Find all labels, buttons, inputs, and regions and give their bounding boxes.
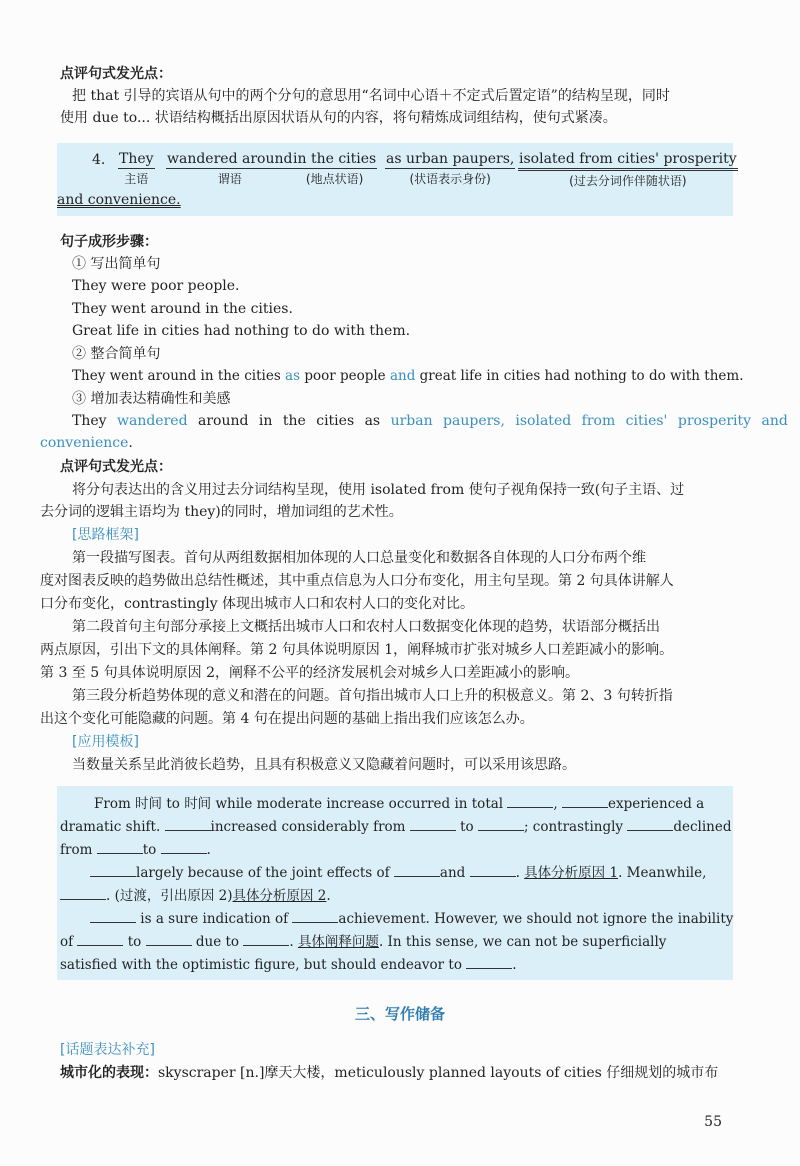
- step3-sentence-cont: [40, 433, 133, 453]
- segment-tag: (地点状语): [305, 172, 364, 186]
- fill-blank[interactable]: [243, 933, 289, 946]
- review-text-2b: 去分词的逻辑主语均为 they)的同时，增加词组的艺术性。: [40, 504, 403, 520]
- segment-word: in the cities: [293, 151, 377, 167]
- template-line-3: [60, 840, 211, 860]
- review-text-1a: 把 that 引导的宾语从句中的两个分句的意思用“名词中心语＋不定式后置定语”的结构呈现，同时: [72, 88, 670, 104]
- text-run: 时间: [184, 796, 212, 812]
- step1-line: They went around in the cities.: [72, 301, 293, 317]
- segment-tag: (过去分词作伴随状语): [569, 174, 687, 188]
- framework-line: 两点原因，引出下文的具体阐释。第 2 句具体说明原因 1，阐释城市扩张对城乡人口差距减小的影响。: [40, 642, 674, 658]
- fill-blank[interactable]: [161, 841, 207, 854]
- fill-blank[interactable]: [562, 795, 608, 808]
- segment-tag: 谓语: [217, 172, 242, 186]
- text-run: 具体阐释问题: [297, 934, 379, 950]
- text-run: achievement. However, we should not ignore the inability: [338, 911, 734, 927]
- example-tail: and convenience.: [57, 192, 181, 208]
- template-intro: 当数量关系呈此消彼长趋势，且具有积极意义又隐藏着问题时，可以采用该思路。: [72, 757, 576, 773]
- text-run: increased considerably from: [210, 819, 406, 835]
- template-label: [应用模板]: [72, 734, 139, 750]
- framework-line: 度对图表反映的趋势做出总结性概述，其中重点信息为人口分布变化，用主句呈现。第 2 句具体讲解人: [40, 573, 674, 589]
- text-run: . In this sense, we can not be superficially: [378, 934, 667, 950]
- framework-label: [思路框架]: [72, 527, 139, 543]
- framework-line: 第 3 至 5 句具体说明原因 2，阐释不公平的经济发展机会对城乡人口差距减小的影响。: [40, 665, 579, 681]
- fill-blank[interactable]: [394, 864, 440, 877]
- text-run: experienced a: [608, 796, 705, 812]
- text-run: of: [60, 934, 74, 950]
- text-run: poor people: [300, 368, 390, 384]
- highlight-run: wandered: [117, 413, 188, 429]
- fill-blank[interactable]: [90, 910, 136, 923]
- text-run: to: [142, 842, 157, 858]
- review-text-2a: 将分句表达出的含义用过去分词结构呈现，使用 isolated from 使句子视角保持一致(句子主语、过: [72, 482, 685, 498]
- fill-blank[interactable]: [627, 818, 673, 831]
- segment-word: wandered around: [167, 151, 293, 167]
- text-run: 具体分析原因 1: [524, 865, 619, 881]
- section-title: 三、写作储备: [354, 1005, 445, 1023]
- segment-word: They: [119, 151, 154, 167]
- fill-blank[interactable]: [165, 818, 211, 831]
- framework-line: 第二段首句主句部分承接上文概括出城市人口和农村人口数据变化体现的趋势，状语部分概括出: [72, 619, 660, 635]
- template-line-6: [90, 909, 733, 929]
- framework-line: 口分布变化，contrastingly 体现出城市人口和农村人口的变化对比。: [40, 596, 475, 612]
- segment-tag: (状语表示身份): [409, 172, 491, 186]
- text-run: due to: [195, 934, 240, 950]
- framework-line: 出这个变化可能隐藏的问题。第 4 句在提出问题的基础上指出我们应该怎么办。: [40, 711, 534, 727]
- segment-tag: 主语: [124, 172, 149, 186]
- fill-blank[interactable]: [60, 887, 106, 900]
- review-heading-1: 点评句式发光点：: [60, 66, 172, 82]
- step2-sentence: [72, 366, 744, 386]
- text-run: .: [289, 934, 298, 950]
- fill-blank[interactable]: [77, 933, 123, 946]
- review-text-1b: 使用 due to... 状语结构概括出原因状语从句的内容，将句精炼成词组结构，使句式紧凑。: [60, 110, 617, 126]
- segment-identity-adverbial: [385, 150, 515, 188]
- fill-blank[interactable]: [507, 795, 553, 808]
- text-run: satisfied with the optimistic figure, but should endeavor to: [60, 957, 462, 973]
- review-heading-2: 点评句式发光点：: [60, 459, 172, 475]
- step2-title: ② 整合简单句: [72, 346, 161, 362]
- text-run: From: [94, 796, 136, 812]
- fill-blank[interactable]: [97, 841, 143, 854]
- highlight-run: urban paupers, isolated from cities' prosperity and: [390, 413, 788, 429]
- text-run: 城市化的表现：: [60, 1065, 158, 1081]
- text-run: great life in cities had nothing to do with them.: [415, 368, 744, 384]
- fill-blank[interactable]: [146, 933, 192, 946]
- framework-line: 第三段分析趋势体现的意义和潜在的问题。首句指出城市人口上升的积极意义。第 2、3 句转折指: [72, 688, 673, 704]
- segment-participle-adverbial: [518, 150, 738, 190]
- framework-line: 第一段描写图表。首句从两组数据相加体现的人口总量变化和数据各自体现的人口分布两个维: [72, 550, 646, 566]
- segment-predicate: [166, 150, 293, 188]
- fill-blank[interactable]: [90, 864, 136, 877]
- text-run: to: [162, 796, 185, 812]
- text-run: .: [512, 957, 517, 973]
- segment-word: as urban paupers,: [386, 151, 515, 167]
- text-run: from: [60, 842, 93, 858]
- text-run: 时间: [135, 796, 163, 812]
- text-run: They: [72, 413, 117, 429]
- fill-blank[interactable]: [410, 818, 456, 831]
- page-number: 55: [704, 1114, 722, 1130]
- fill-blank[interactable]: [478, 818, 524, 831]
- text-run: to: [127, 934, 142, 950]
- text-run: .: [515, 865, 525, 881]
- template-line-4: [90, 863, 706, 883]
- step1-line: Great life in cities had nothing to do with them.: [72, 323, 411, 339]
- text-run: .: [128, 435, 133, 451]
- step1-line: They were poor people.: [72, 278, 240, 294]
- text-run: largely because of the joint effects of: [136, 865, 390, 881]
- step1-title: ① 写出简单句: [72, 256, 161, 272]
- text-run: skyscraper [n.]摩天大楼，meticulously planned layouts of cities 仔细规划的城市布: [158, 1065, 719, 1081]
- template-line-8: [60, 955, 517, 975]
- step3-title: ③ 增加表达精确性和美感: [72, 391, 231, 407]
- fill-blank[interactable]: [466, 956, 512, 969]
- text-run: .: [206, 842, 211, 858]
- highlight-run: as: [285, 368, 301, 384]
- text-run: and: [439, 865, 466, 881]
- text-run: to: [460, 819, 474, 835]
- highlight-run: convenience: [40, 435, 129, 451]
- text-run: dramatic shift.: [60, 819, 165, 835]
- segment-place-adverbial: [292, 150, 377, 188]
- text-run: . (过渡，引出原因 2): [106, 888, 233, 904]
- text-run: is a sure indication of: [140, 911, 289, 927]
- text-run: declined: [673, 819, 732, 835]
- highlight-run: and: [389, 368, 416, 384]
- text-run: 具体分析原因 2: [232, 888, 327, 904]
- template-line-1: [94, 794, 704, 814]
- step3-sentence: [72, 411, 788, 431]
- topic-line: [60, 1063, 718, 1083]
- topic-label: [话题表达补充]: [60, 1042, 155, 1058]
- steps-heading: 句子成形步骤：: [60, 234, 158, 250]
- text-run: They went around in the cities: [72, 368, 286, 384]
- template-line-5: [60, 886, 331, 906]
- fill-blank[interactable]: [292, 910, 338, 923]
- text-run: while moderate increase occurred in total: [211, 796, 504, 812]
- example-number: 4.: [92, 152, 106, 168]
- fill-blank[interactable]: [470, 864, 516, 877]
- text-run: ; contrastingly: [523, 819, 624, 835]
- text-run: .: [326, 888, 331, 904]
- text-run: . Meanwhile,: [618, 865, 707, 881]
- template-line-2: [60, 817, 732, 837]
- segment-word: isolated from cities' prosperity: [518, 150, 738, 171]
- text-run: ,: [553, 796, 558, 812]
- template-line-7: [60, 932, 666, 952]
- text-run: around in the cities as: [187, 413, 391, 429]
- segment-subject: [118, 150, 155, 188]
